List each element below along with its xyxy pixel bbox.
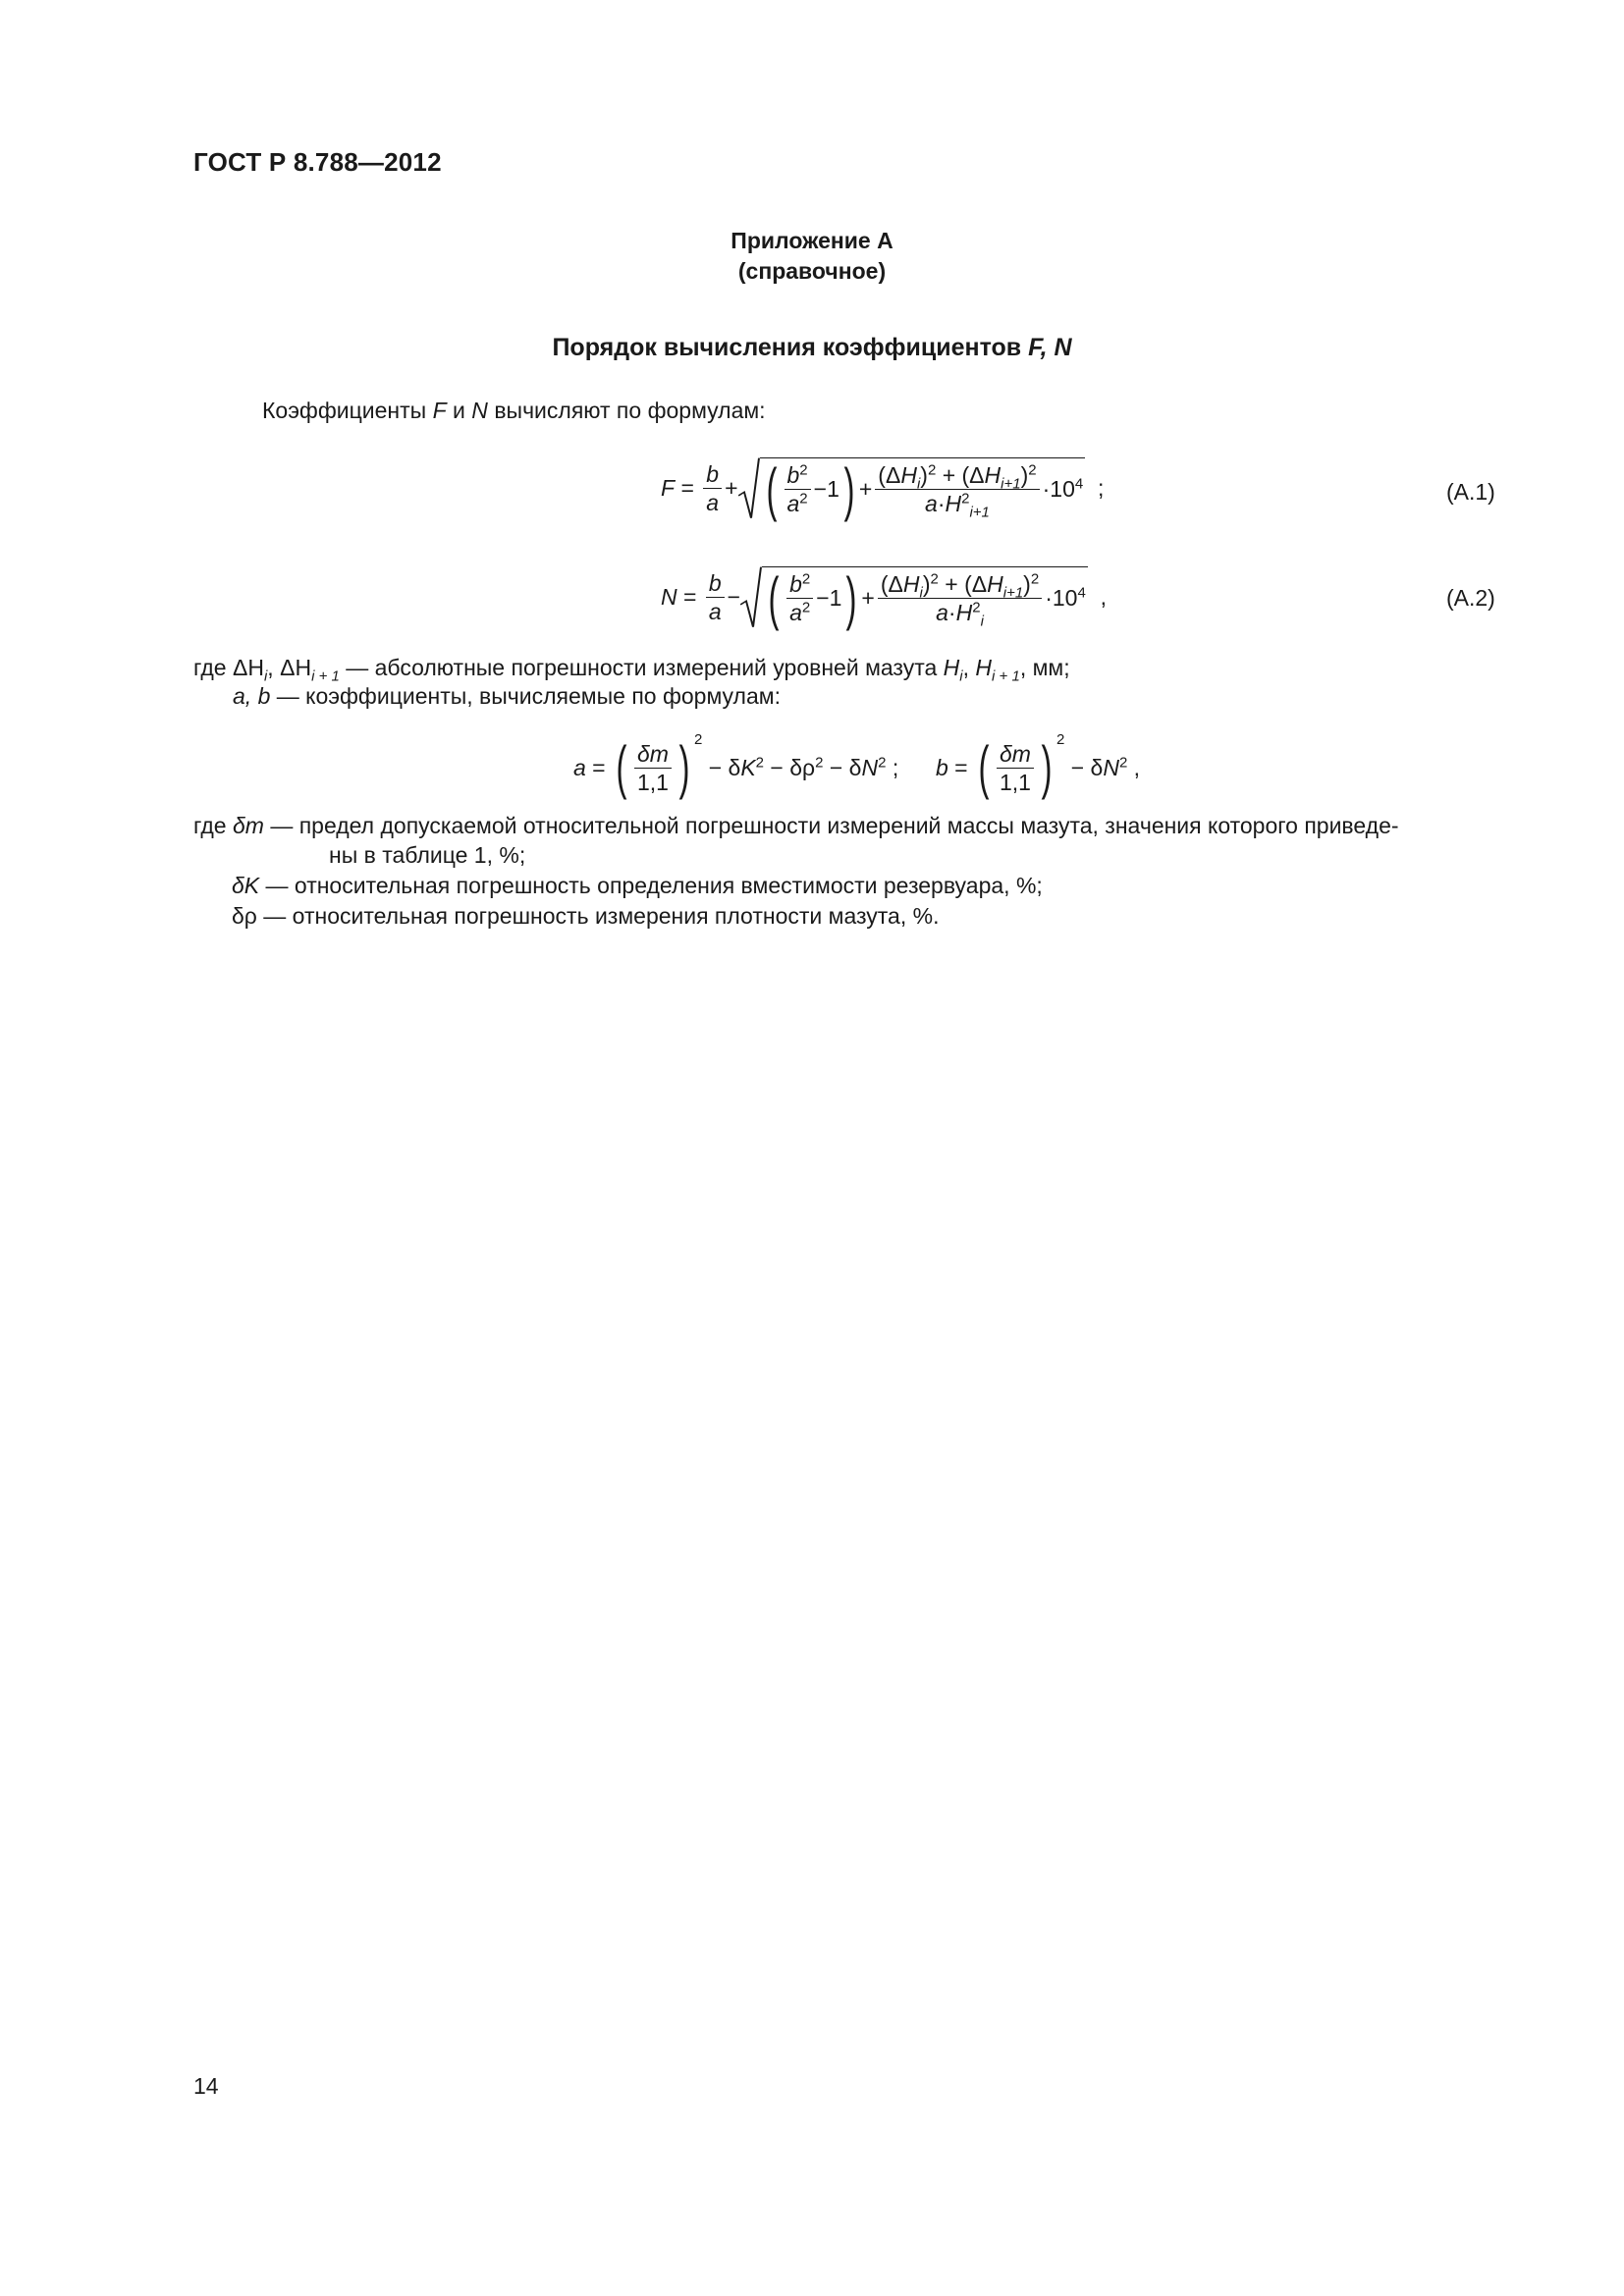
formula-a2-number: (А.2) [1446, 585, 1495, 611]
where3-text: — относительная погрешность определения вместимости резервуара, %; [265, 873, 1043, 898]
where-ab-text: — коэффициенты, вычисляемые по формулам: [276, 683, 781, 709]
formula-b-lhs: b [936, 754, 948, 780]
formula-a-lhs: a [573, 754, 586, 780]
where-ab [233, 681, 781, 711]
formula-b: b = ( $\frac{\delta m}{1,1}$ ) 2 − $\delta N^2$ , [936, 731, 1141, 800]
section-title-text: Порядок вычисления коэффициентов [552, 334, 1022, 361]
formula-a2-end: , [1100, 583, 1107, 610]
intro-text [262, 396, 766, 425]
page-number: 14 [193, 2073, 219, 2099]
where-dm-cont: ны в таблице 1, %; [329, 842, 526, 868]
where4-text: — относительная погрешность измерения плотности мазута, %. [263, 903, 940, 929]
intro-suffix: вычисляют по формулам: [494, 398, 766, 423]
where-drho [232, 901, 939, 931]
formula-a1-sign: + [725, 474, 738, 501]
where2-var: δm [232, 813, 264, 838]
formula-a2: N = $\frac{b}{a}$ − ( $\frac{b^2}{a^2}$ −1 ) + $\frac{(\Delta H_i)^2 + (\Delta H_{i+1})^2}{a\cdot H^2_i}$ $\cdot 10^4$ , [661, 564, 1107, 631]
where2-lead: где [193, 813, 227, 838]
where-ab-vars: a, b [233, 683, 271, 709]
formula-a2-denominator-subscript: i [980, 613, 984, 630]
where4-var: δρ [232, 903, 257, 929]
where1-text: — абсолютные погрешности измерений уровней мазута [346, 655, 938, 680]
formula-b-numerator: δm [997, 740, 1034, 769]
formula-a2-lhs: N [661, 583, 677, 610]
formula-a: a = ( $\frac{\delta m}{1,1}$ ) 2 − $\delta K^2 - \delta\rho^2 - \delta N^2$ ; [573, 731, 899, 800]
where1-units: , мм; [1019, 655, 1070, 680]
appendix-title: Приложение А [731, 228, 893, 253]
formula-b-denominator: 1,1 [1000, 769, 1031, 795]
intro-and: и [453, 398, 465, 423]
where1-lead: где [193, 655, 227, 680]
formula-a1: F = $\frac{b}{a}$ + ( $\frac{b^2}{a^2}$ −1 ) + $\frac{(\Delta H_i)^2 + (\Delta H_{i+1})^2}{a\cdot H^2_{i+1}}$ $\cdot 10^4$ ; [661, 455, 1105, 522]
intro-var-f: F [432, 398, 447, 423]
where-dm [193, 811, 1399, 840]
intro-var-n: N [471, 398, 488, 423]
formula-a1-number: (А.1) [1446, 479, 1495, 505]
intro-prefix: Коэффициенты [262, 398, 427, 423]
formula-a1-denominator-subscript: i+1 [969, 504, 990, 521]
where-dk [232, 871, 1043, 900]
document-code: ГОСТ Р 8.788—2012 [193, 147, 442, 177]
formula-a1-end: ; [1098, 474, 1105, 501]
appendix-subtitle: (справочное) [737, 258, 887, 284]
section-title [0, 334, 1624, 362]
formula-a2-sqrt: ( $\frac{b^2}{a^2}$ −1 ) + $\frac{(\Delta H_i)^2 + (\Delta H_{i+1})^2}{a\cdot H^2_i}$ $\cdot 10^4$ [740, 566, 1088, 628]
formula-a-numerator: δm [634, 740, 672, 769]
where2-text: — предел допускаемой относительной погрешности измерений массы мазута, значения которого приведе- [270, 813, 1399, 838]
where-delta-h: где $\Delta H_i$, $\Delta H_{i + 1}$ — абсолютные погрешности измерений уровней мазута $H_i$, $H_{i + 1}$, мм; [193, 655, 1070, 685]
where1-vars: $\Delta H_i$, $\Delta H_{i + 1}$ [232, 655, 340, 685]
formula-a2-sign: − [727, 583, 741, 610]
formula-a1-lhs: F [661, 474, 676, 501]
formula-a-denominator: 1,1 [637, 769, 669, 795]
where3-var: δK [232, 873, 260, 898]
formula-a1-sqrt: ( $\frac{b^2}{a^2}$ −1 ) + $\frac{(\Delta H_i)^2 + (\Delta H_{i+1})^2}{a\cdot H^2_{i+1}}$ $\cdot 10^4$ [738, 457, 1086, 519]
section-title-vars: F, N [1028, 334, 1072, 361]
appendix-heading [0, 226, 1624, 287]
